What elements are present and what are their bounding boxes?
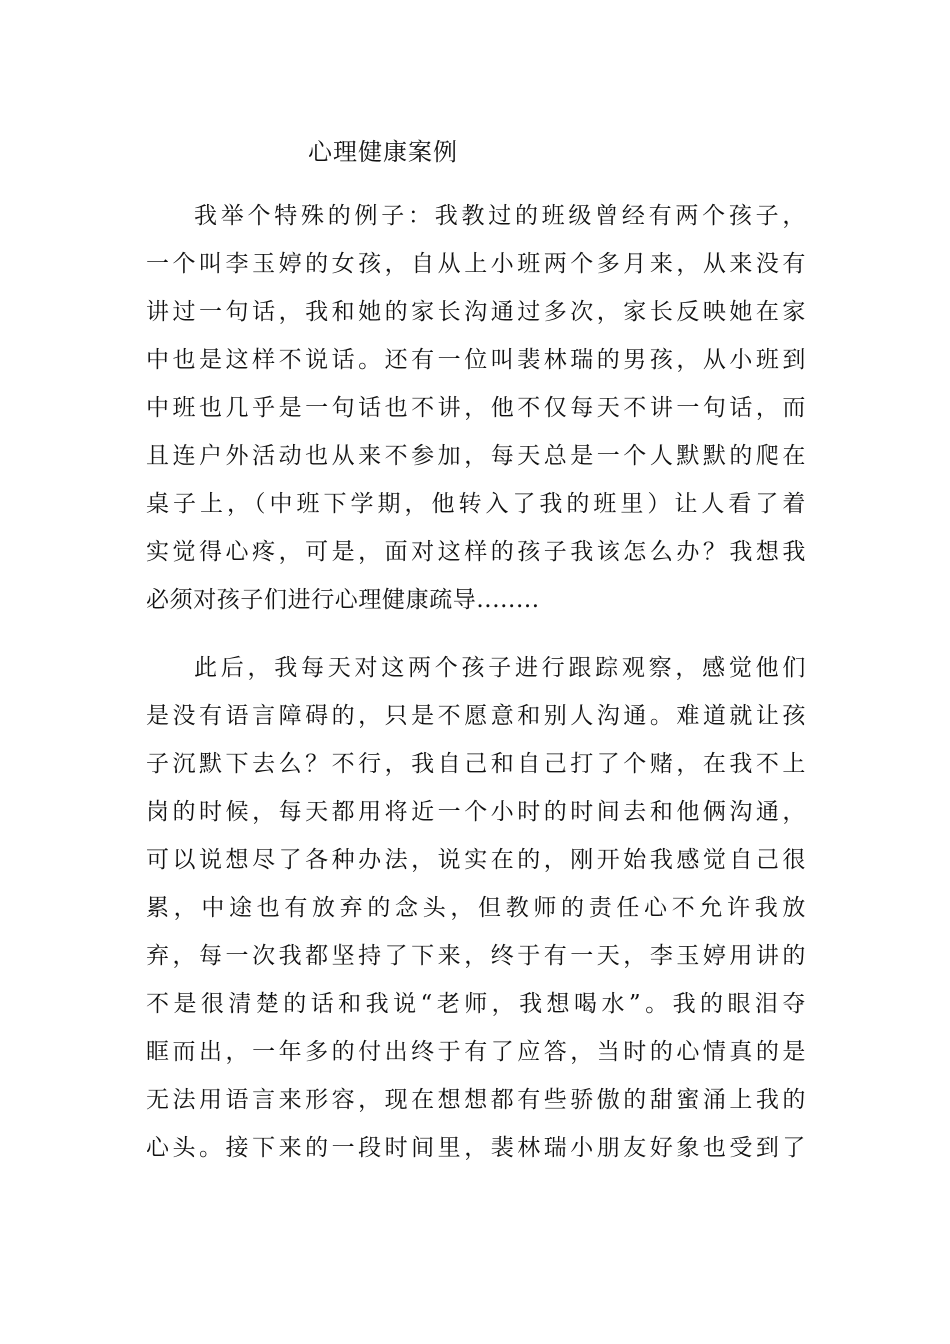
document-body: [146, 192, 806, 1172]
text-line: 必须对孩子们进行心理健康疏导........: [146, 587, 540, 613]
text-line: 中也是这样不说话。还有一位叫裴林瑞的男孩，从小班到: [146, 347, 806, 373]
text-line: 岗的时候，每天都用将近一个小时的时间去和他俩沟通，: [146, 799, 806, 825]
text-line: 中班也几乎是一句话也不讲，他不仅每天不讲一句话，而: [146, 395, 806, 421]
text-line: 讲过一句话，我和她的家长沟通过多次，家长反映她在家: [146, 299, 806, 325]
text-line: 弃，每一次我都坚持了下来，终于有一天，李玉婷用讲的: [146, 943, 806, 969]
paragraph-2: [146, 644, 806, 1172]
text-line: 此后，我每天对这两个孩子进行跟踪观察，感觉他们: [194, 655, 806, 681]
paragraph-spacer: [146, 624, 806, 644]
text-line: 且连户外活动也从来不参加，每天总是一个人默默的爬在: [146, 443, 806, 469]
text-line: 我举个特殊的例子：我教过的班级曾经有两个孩子，: [194, 203, 806, 229]
text-line: 实觉得心疼，可是，面对这样的孩子我该怎么办？我想我: [146, 539, 806, 565]
text-line: 是没有语言障碍的，只是不愿意和别人沟通。难道就让孩: [146, 703, 806, 729]
text-line: 子沉默下去么？不行，我自己和自己打了个赌，在我不上: [146, 751, 806, 777]
text-line: 可以说想尽了各种办法，说实在的，刚开始我感觉自己很: [146, 847, 806, 873]
document-title: 心理健康案例: [308, 138, 458, 166]
text-line: 无法用语言来形容，现在想想都有些骄傲的甜蜜涌上我的: [146, 1087, 806, 1113]
paragraph-1: [146, 192, 806, 624]
text-line: 不是很清楚的话和我说“老师，我想喝水”。我的眼泪夺: [146, 991, 806, 1017]
text-line: 一个叫李玉婷的女孩，自从上小班两个多月来，从来没有: [146, 251, 806, 277]
text-line: 心头。接下来的一段时间里，裴林瑞小朋友好象也受到了: [146, 1135, 806, 1161]
text-line: 桌子上，（中班下学期，他转入了我的班里）让人看了着: [146, 491, 806, 517]
text-line: 累，中途也有放弃的念头，但教师的责任心不允许我放: [146, 895, 806, 921]
text-line: 眶而出，一年多的付出终于有了应答，当时的心情真的是: [146, 1039, 806, 1065]
